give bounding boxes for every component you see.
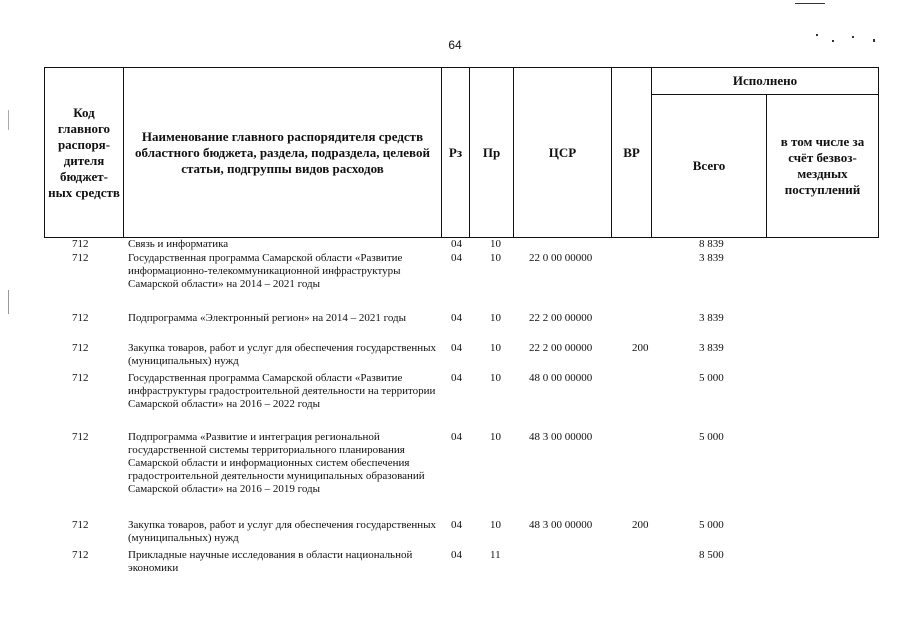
header-vr: ВР: [612, 68, 652, 238]
scan-artifact: [795, 3, 825, 4]
header-gratuitous: в том числе за счёт безвоз- мездных поступлений: [767, 95, 879, 238]
row-total: 8 500: [699, 549, 724, 561]
row-rz: 04: [451, 252, 462, 264]
row-rz: 04: [451, 342, 462, 354]
row-code: 712: [72, 312, 89, 324]
row-pr: 10: [490, 519, 501, 531]
table-header: [44, 67, 879, 238]
header-csr: ЦСР: [514, 68, 612, 238]
row-csr: 22 0 00 00000: [529, 252, 593, 264]
row-name: Связь и информатика: [128, 238, 229, 250]
scan-artifact: [852, 36, 854, 38]
row-code: 712: [72, 549, 89, 561]
header-rz: Рз: [442, 68, 470, 238]
header-code: Код главного распоря- дителя бюджет- ных средств: [45, 68, 124, 238]
row-pr: 10: [490, 238, 501, 250]
row-pr: 10: [490, 372, 501, 384]
row-vr: 200: [632, 342, 649, 354]
row-csr: 48 3 00 00000: [529, 431, 593, 443]
row-name: Подпрограмма «Электронный регион» на 2014 – 2021 годы: [128, 312, 407, 324]
scan-artifact: [832, 40, 834, 42]
row-rz: 04: [451, 312, 462, 324]
header-pr: Пр: [470, 68, 514, 238]
row-code: 712: [72, 519, 89, 531]
row-code: 712: [72, 252, 89, 264]
row-csr: 48 3 00 00000: [529, 519, 593, 531]
row-rz: 04: [451, 238, 462, 250]
row-name: Закупка товаров, работ и услуг для обеспечения государственных (муниципальных) нужд: [128, 519, 437, 544]
header-total: Всего: [652, 95, 767, 238]
row-code: 712: [72, 431, 89, 443]
row-pr: 11: [490, 549, 501, 561]
row-csr: 22 2 00 00000: [529, 342, 593, 354]
row-name: Закупка товаров, работ и услуг для обеспечения государственных (муниципальных) нужд: [128, 342, 437, 367]
row-total: 5 000: [699, 372, 724, 384]
row-csr: 22 2 00 00000: [529, 312, 593, 324]
row-code: 712: [72, 342, 89, 354]
row-name: Государственная программа Самарской области «Развитие инфраструктуры градостроительной деятельности на территории Самарской области» на 2016 – 2022 годы: [128, 372, 436, 410]
row-total: 5 000: [699, 431, 724, 443]
row-total: 8 839: [699, 238, 724, 250]
row-pr: 10: [490, 342, 501, 354]
row-rz: 04: [451, 549, 462, 561]
scan-artifact: [8, 290, 9, 314]
row-rz: 04: [451, 431, 462, 443]
row-total: 5 000: [699, 519, 724, 531]
row-vr: 200: [632, 519, 649, 531]
row-code: 712: [72, 238, 89, 250]
row-total: 3 839: [699, 312, 724, 324]
row-pr: 10: [490, 252, 501, 264]
header-executed: Исполнено: [652, 68, 879, 95]
row-rz: 04: [451, 372, 462, 384]
scan-artifact: [8, 110, 9, 130]
row-code: 712: [72, 372, 89, 384]
scan-artifact: [816, 34, 818, 36]
row-name: Государственная программа Самарской области «Развитие информационно-телекоммуникационной инфраструктуры Самарской области» на 2014 – 2021 годы: [128, 252, 403, 290]
row-total: 3 839: [699, 342, 724, 354]
row-name: Прикладные научные исследования в области национальной экономики: [128, 549, 413, 574]
page-number: 64: [448, 38, 462, 52]
row-rz: 04: [451, 519, 462, 531]
scan-artifact: [873, 39, 875, 42]
row-total: 3 839: [699, 252, 724, 264]
header-name: Наименование главного распорядителя средств областного бюджета, раздела, подраздела, целевой статьи, подгруппы видов расходов: [124, 68, 442, 238]
row-pr: 10: [490, 312, 501, 324]
row-csr: 48 0 00 00000: [529, 372, 593, 384]
row-name: Подпрограмма «Развитие и интеграция региональной государственной системы территориального планирования Самарской области и информационных систем обеспечения градостроительной деятельности муниципальных образований Самарской области» на 2016 – 2019 годы: [128, 431, 425, 495]
row-pr: 10: [490, 431, 501, 443]
